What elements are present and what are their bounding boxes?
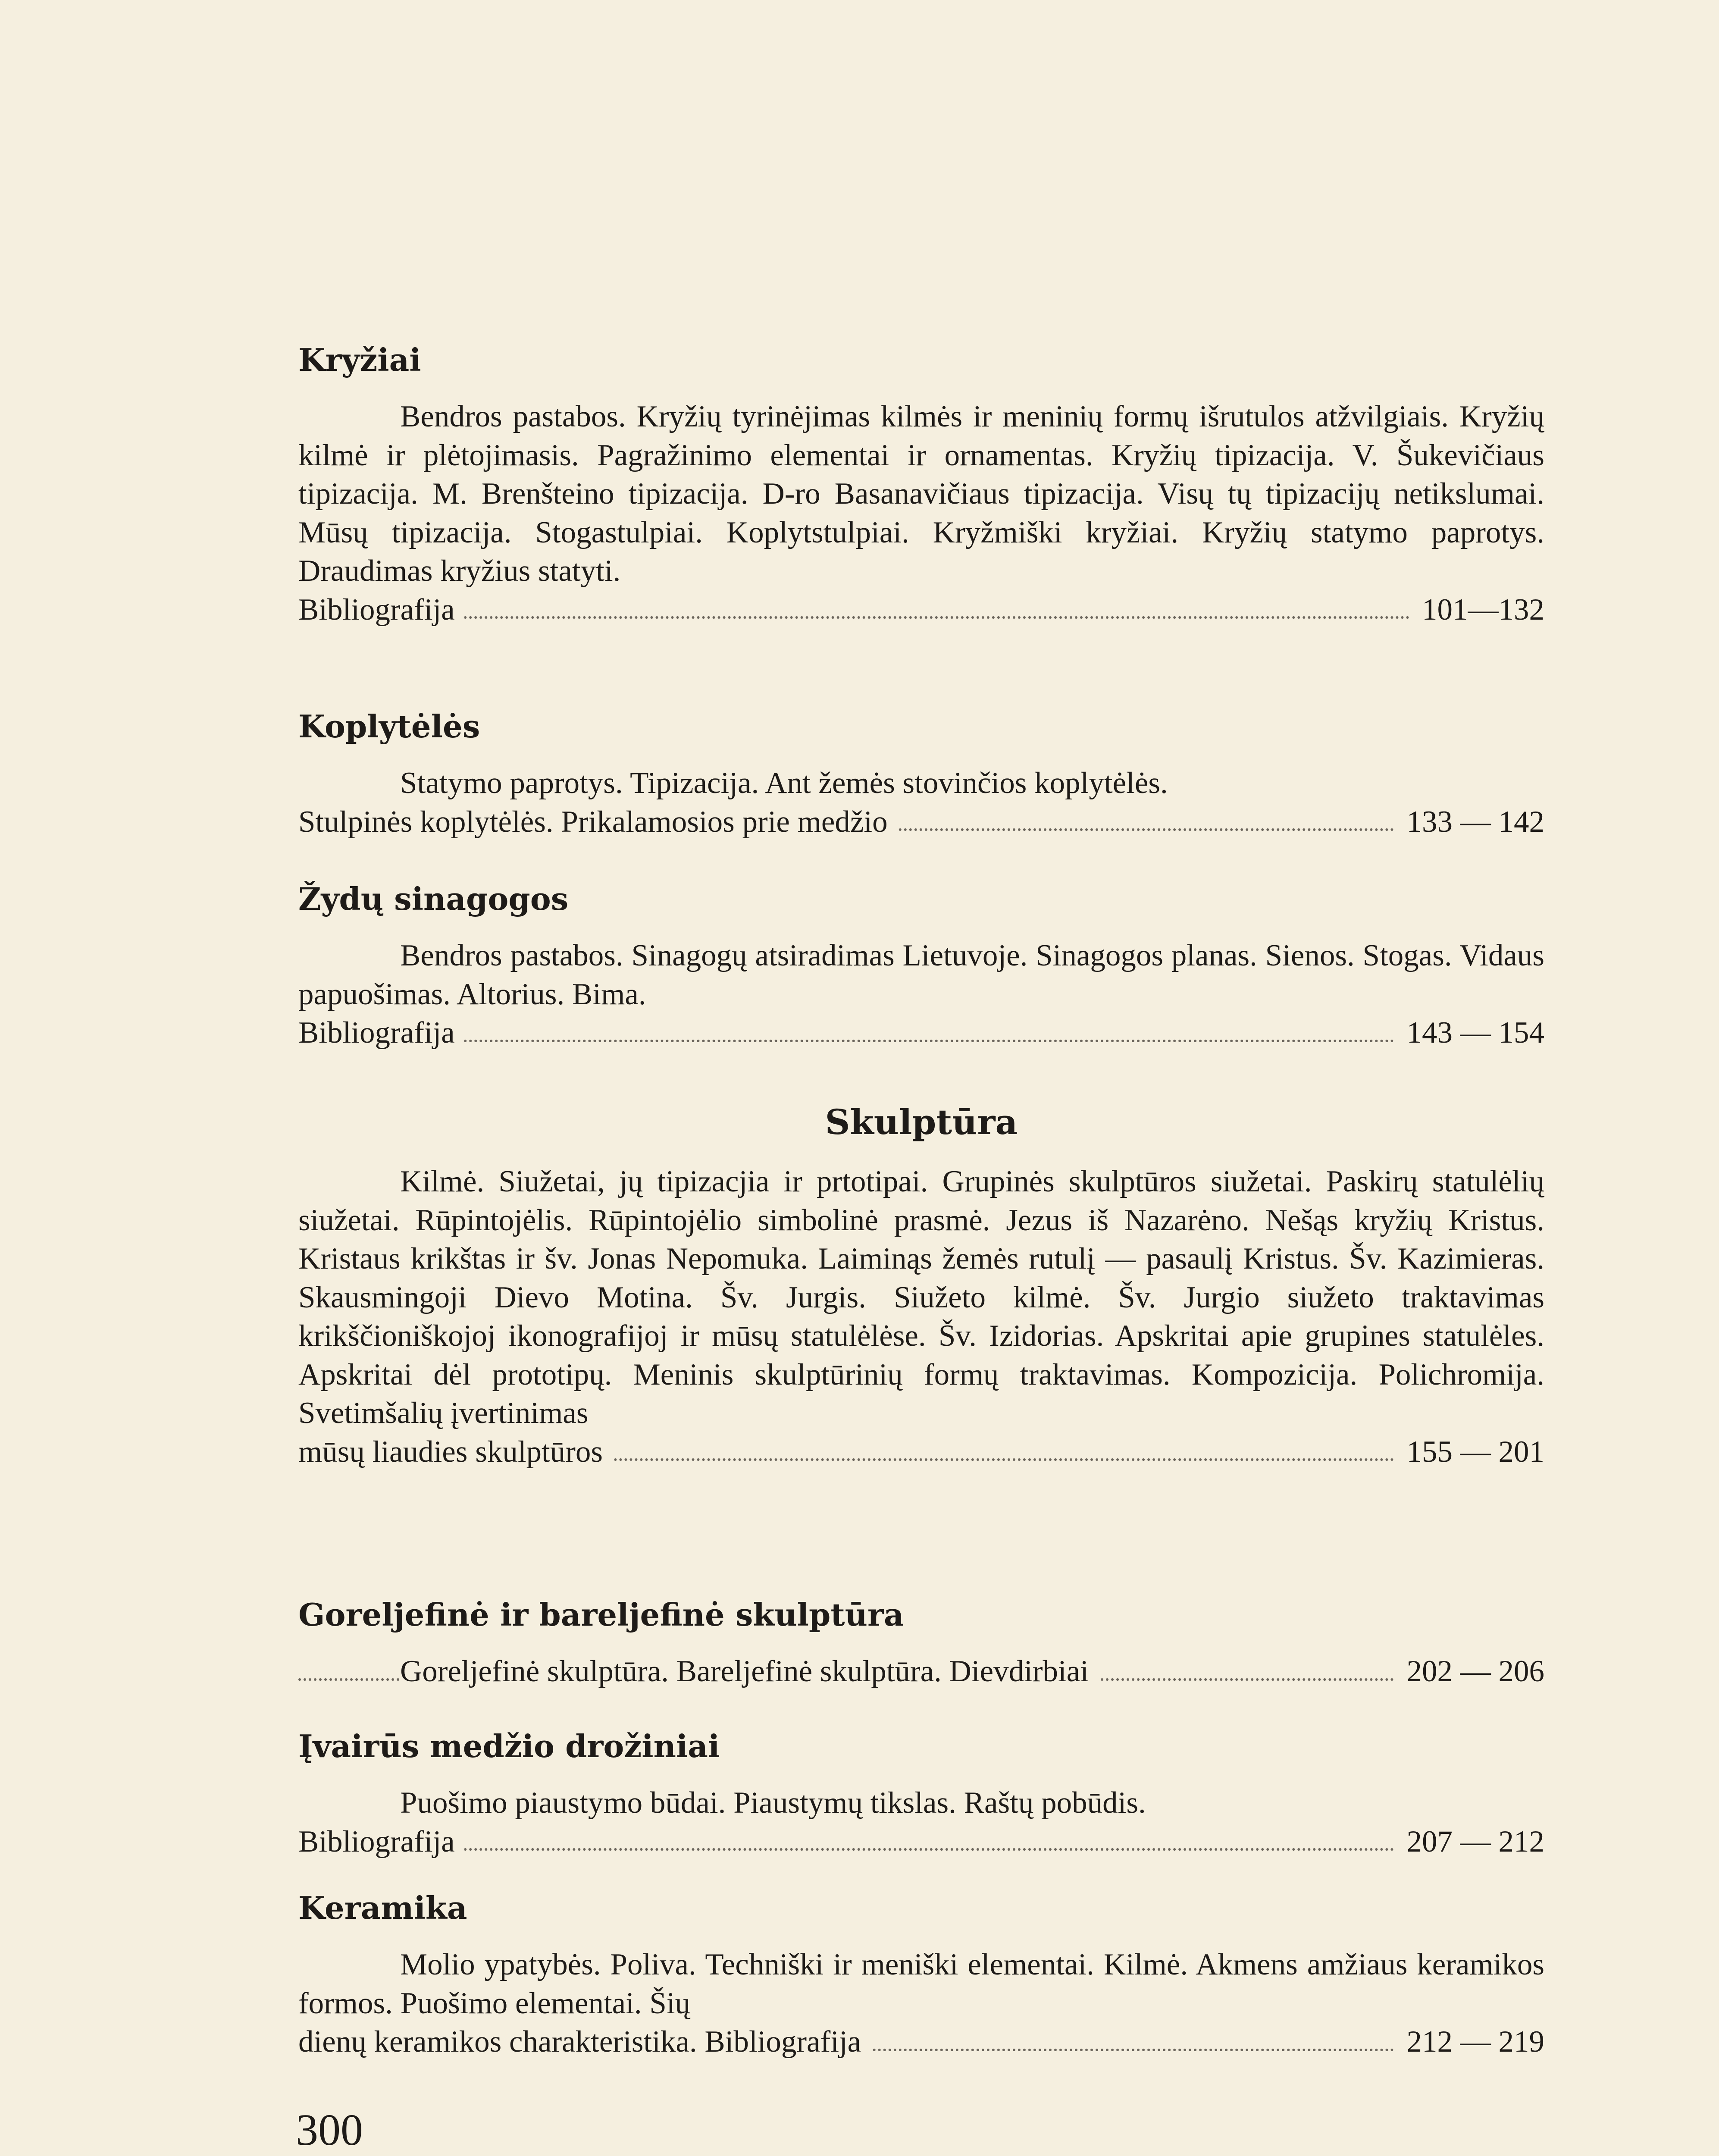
section-heading: Kryžiai [298,342,421,378]
toc-entry-line[interactable] [298,1823,1544,1861]
dot-leader [298,616,1544,619]
chapter-heading: Skulptūra [825,1102,1018,1142]
entry-text: Goreljefinė skulptūra. Bareljefinė skulptūra. Dievdirbiai [400,1655,1098,1688]
page-range: 212 — 219 [1395,2023,1545,2062]
section-heading: Įvairūs medžio drožiniai [298,1728,720,1764]
toc-section-sinagogos [298,880,1544,1053]
toc-entry-line[interactable] [298,1433,1544,1472]
section-description: Molio ypatybės. Poliva. Techniški ir meniški elementai. Kilmė. Akmens amžiaus keramikos formos. Puošimo elementai. Šių [298,1948,1544,2020]
page-range: 207 — 212 [1395,1823,1545,1861]
section-description: Bendros pastabos. Kryžių tyrinėjimas kilmės ir meninių formų išrutulos atžvilgiais. Kryžių kilmė ir plėtojimasis. Pagražinimo elementai ir ornamentas. Kryžių tipizacija. V. Šukevičiaus tipizacija. M. Brenšteino tipizacija. D-ro Basanavičiaus tipizacija. Visų tų tipizacijų netikslumai. Mūsų tipizacija. Stogastulpiai. Koplytstulpiai. Kryžmiški kryžiai. Kryžių statymo paprotys. Draudimas kryžius statyti. [298,400,1544,588]
toc-section-goreljefine [298,1595,1544,1691]
page-range: 202 — 206 [1395,1652,1545,1691]
toc-entry-line[interactable] [298,1014,1544,1053]
section-heading: Koplytėlės [298,708,480,745]
toc-entry-line[interactable] [298,803,1544,842]
dot-leader [298,1848,1544,1851]
page-range: 101—132 [1410,591,1544,630]
toc-entry-line[interactable] [298,1652,1544,1691]
section-description: Statymo paprotys. Tipizacija. Ant žemės stovinčios koplytėlės. [400,766,1168,800]
toc-section-skulptura [298,1163,1544,1471]
entry-text: Stulpinės koplytėlės. Prikalamosios prie medžio [298,805,897,839]
toc-section-keramika [298,1889,1544,2062]
toc-section-koplyteles [298,707,1544,841]
toc-section-kryziai [298,341,1544,629]
dot-leader [298,1040,1544,1042]
entry-text: mūsų liaudies skulptūros [298,1435,612,1469]
page-range: 133 — 142 [1395,803,1545,842]
section-description: Kilmė. Siužetai, jų tipizacjia ir prtotipai. Grupinės skulptūros siužetai. Paskirų statulėlių siužetai. Rūpintojėlis. Rūpintojėlio simbolinė prasmė. Jezus iš Nazarėno. Nešąs kryžių Kristus. Kristaus krikštas ir šv. Jonas Nepomuka. Laiminąs žemės rutulį — pasaulį Kristus. Šv. Kazimieras. Skausmingoji Dievo Motina. Šv. Jurgis. Siužeto kilmė. Šv. Jurgio siužeto traktavimas krikščioniškojoj ikonografijoj ir mūsų statulėlėse. Šv. Izidorias. Apskritai apie grupines statulėles. Apskritai dėl prototipų. Meninis skulptūrinių formų traktavimas. Kompozicija. Polichromija. Svetimšalių įvertinimas [298,1165,1544,1430]
toc-section-drozinai [298,1727,1544,1861]
entry-text: Bibliografija [298,1016,464,1050]
section-heading: Žydų sinagogos [298,881,569,917]
section-description: Bendros pastabos. Sinagogų atsiradimas Lietuvoje. Sinagogos planas. Sienos. Stogas. Vidaus papuošimas. Altorius. Bima. [298,939,1544,1011]
entry-text: Bibliografija [298,593,464,627]
entry-text: Bibliografija [298,1825,464,1858]
section-heading: Keramika [298,1890,467,1926]
page-range: 155 — 201 [1395,1433,1545,1472]
page-number: 300 [296,2105,363,2155]
toc-entry-line[interactable] [298,2023,1544,2062]
entry-text: dienų keramikos charakteristika. Bibliografija [298,2025,870,2059]
section-heading: Goreljefinė ir bareljefinė skulptūra [298,1596,904,1633]
page-range: 143 — 154 [1395,1014,1545,1053]
toc-entry-line[interactable] [298,591,1544,630]
section-description: Puošimo piaustymo būdai. Piaustymų tikslas. Raštų pobūdis. [400,1786,1146,1820]
